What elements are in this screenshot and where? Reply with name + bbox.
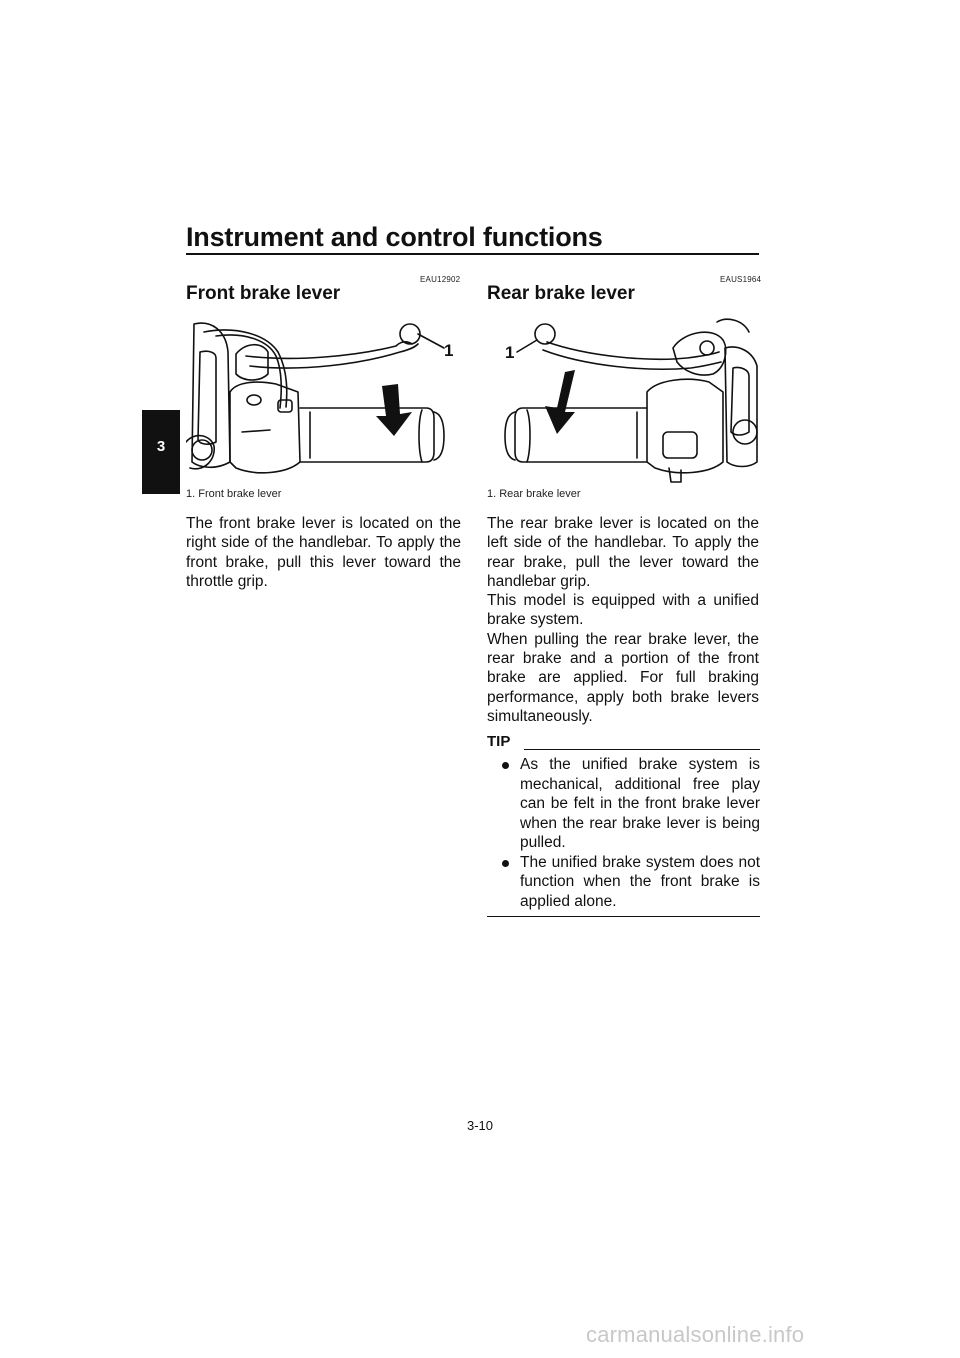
rear-brake-paragraph-3: When pulling the rear brake lever, the rear brake and a portion of the front brake are applied. For full braking performance, apply both brake levers simultaneously.: [487, 630, 759, 725]
section-heading-front: Front brake lever: [186, 283, 341, 304]
front-brake-description: The front brake lever is located on the right side of the handlebar. To apply the front brake, pull this lever toward the throttle grip.: [186, 515, 461, 590]
figure-caption-front: 1. Front brake lever: [186, 488, 282, 500]
tip-rule-bottom: [487, 916, 760, 917]
tip-item: [487, 755, 760, 853]
callout-number-front: 1: [444, 341, 454, 360]
tip-rule-top: [524, 749, 760, 750]
tip-item-text: As the unified brake system is mechanical, additional free play can be felt in the front brake lever when the rear brake lever is being pulled.: [520, 756, 760, 851]
tip-item: [487, 853, 760, 912]
section-code-rear: EAUS1964: [720, 275, 762, 284]
title-rule: [186, 253, 759, 255]
rear-brake-description: [487, 514, 759, 726]
front-brake-lever-figure: [186, 312, 461, 482]
rear-brake-paragraph-2: This model is equipped with a unified brake system.: [487, 592, 759, 629]
tip-item-text: The unified brake system does not function when the front brake is applied alone.: [520, 853, 760, 910]
rear-brake-lever-illustration: [487, 312, 760, 484]
callout-number-rear: 1: [505, 343, 515, 362]
figure-caption-rear: 1. Rear brake lever: [487, 488, 581, 500]
chapter-number: 3: [156, 438, 166, 455]
section-heading-rear: Rear brake lever: [487, 283, 635, 304]
rear-brake-paragraph-1: The rear brake lever is located on the left side of the handlebar. To apply the rear brake, pull the lever toward the handlebar grip.: [487, 515, 759, 590]
watermark-link[interactable]: carmanualsonline.info: [586, 1322, 805, 1347]
front-brake-lever-illustration: [186, 312, 461, 482]
page-number: 3-10: [466, 1118, 494, 1133]
tip-label: TIP: [487, 733, 511, 750]
tip-list: [487, 755, 760, 911]
page-title: Instrument and control functions: [186, 222, 603, 252]
bullet-icon: [502, 762, 509, 769]
rear-brake-lever-figure: [487, 312, 760, 484]
section-code-front: EAU12902: [420, 275, 461, 284]
bullet-icon: [502, 860, 509, 867]
